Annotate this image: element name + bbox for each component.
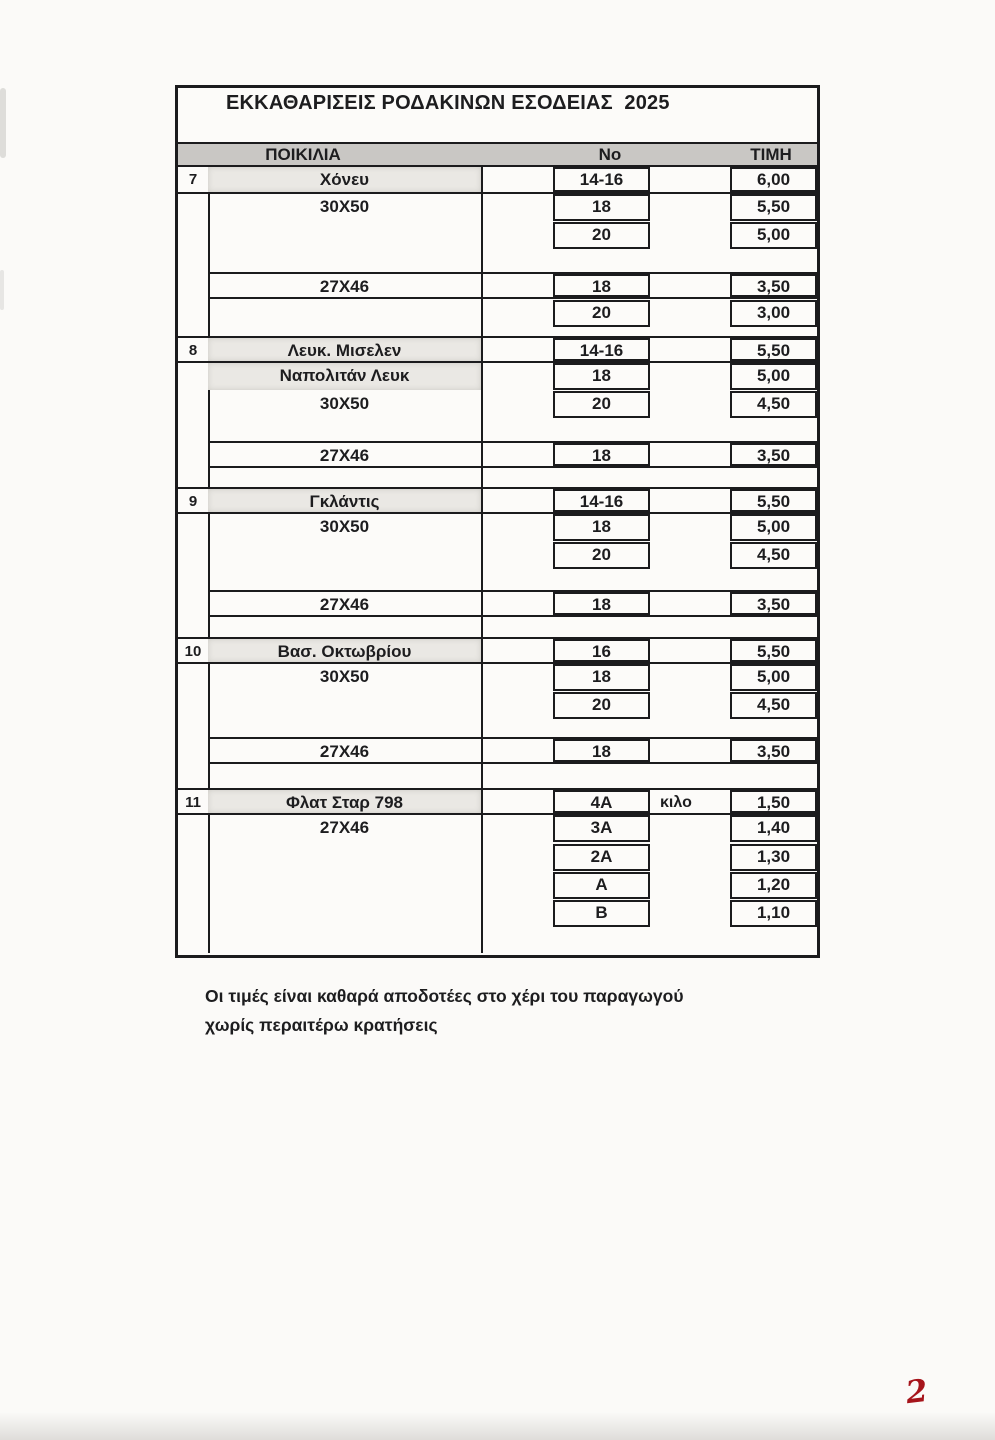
no-cell: 14-16 xyxy=(553,489,650,512)
no-cell: 18 xyxy=(553,274,650,297)
no-cell: 20 xyxy=(553,222,650,249)
table-row xyxy=(208,391,817,418)
block-number: 9 xyxy=(178,487,208,514)
price-cell: 1,40 xyxy=(730,815,817,842)
table-row xyxy=(208,637,817,664)
price-cell: 5,50 xyxy=(730,489,817,512)
price-cell: 3,50 xyxy=(730,443,817,466)
unit-cell: κιλο xyxy=(660,794,692,811)
scan-smudge xyxy=(0,270,4,310)
document-title: ΕΚΚΑΘΑΡΙΣΕΙΣ ΡΟΔΑΚΙΝΩΝ ΕΣΟΔΕΙΑΣ 2025 xyxy=(226,92,670,114)
variety-cell: 27Χ46 xyxy=(319,446,370,465)
variety-cell: 27Χ46 xyxy=(319,595,370,614)
table-row xyxy=(208,788,817,815)
no-cell: 18 xyxy=(553,664,650,691)
no-cell: 14-16 xyxy=(553,167,650,192)
table-row xyxy=(208,815,817,842)
no-cell: 18 xyxy=(553,592,650,615)
no-cell: 4Α xyxy=(553,790,650,813)
price-cell: 5,00 xyxy=(730,222,817,249)
footer-note xyxy=(205,982,684,1040)
header-no: No xyxy=(598,145,622,164)
table-row xyxy=(208,336,817,363)
block-number: 8 xyxy=(178,336,208,363)
price-cell: 5,00 xyxy=(730,363,817,390)
no-cell: 2Α xyxy=(553,844,650,871)
variety-cell: Χόνευ xyxy=(208,167,481,192)
no-cell: 18 xyxy=(553,514,650,541)
table-row xyxy=(208,272,817,299)
price-cell: 5,50 xyxy=(730,194,817,221)
variety-cell: 27Χ46 xyxy=(319,742,370,761)
price-cell: 5,50 xyxy=(730,639,817,662)
table-row xyxy=(208,167,817,194)
no-cell: 20 xyxy=(553,542,650,569)
no-cell: 3Α xyxy=(553,815,650,842)
table-header-row xyxy=(178,142,817,167)
table-row xyxy=(208,363,817,390)
price-cell: 5,00 xyxy=(730,514,817,541)
variety-cell: 30Χ50 xyxy=(319,517,370,536)
table-row xyxy=(208,844,817,871)
variety-cell: 27Χ46 xyxy=(319,818,370,837)
table-row xyxy=(208,900,817,927)
table-row xyxy=(208,737,817,764)
variety-cell: 30Χ50 xyxy=(319,667,370,686)
scan-edge-shadow xyxy=(0,1412,995,1440)
scan-smudge xyxy=(0,88,6,158)
no-cell: 18 xyxy=(553,443,650,466)
table-row xyxy=(208,664,817,691)
table-row xyxy=(208,487,817,514)
price-cell: 4,50 xyxy=(730,542,817,569)
variety-cell: 30Χ50 xyxy=(319,197,370,216)
block-number: 11 xyxy=(178,788,208,815)
price-cell: 1,20 xyxy=(730,872,817,899)
price-table xyxy=(175,85,820,958)
price-cell: 1,10 xyxy=(730,900,817,927)
price-cell: 3,50 xyxy=(730,739,817,762)
no-cell: 18 xyxy=(553,739,650,762)
table-row xyxy=(208,542,817,569)
no-cell: Β xyxy=(553,900,650,927)
no-cell: Α xyxy=(553,872,650,899)
header-variety: ΠΟΙΚΙΛΙΑ xyxy=(265,145,341,164)
variety-cell: Γκλάντις xyxy=(208,489,481,512)
table-row xyxy=(208,300,817,327)
no-cell: 20 xyxy=(553,391,650,418)
price-cell: 5,50 xyxy=(730,338,817,361)
table-row xyxy=(208,441,817,468)
footer-note-line2: χωρίς περαιτέρω κρατήσεις xyxy=(205,1015,438,1035)
block-number: 10 xyxy=(178,637,208,664)
block-number: 7 xyxy=(178,167,208,194)
price-cell: 3,50 xyxy=(730,274,817,297)
price-cell: 1,50 xyxy=(730,790,817,813)
table-row xyxy=(208,194,817,221)
handwritten-page-number: 2 xyxy=(903,1372,930,1412)
no-cell: 16 xyxy=(553,639,650,662)
variety-cell: Βασ. Οκτωβρίου xyxy=(208,639,481,662)
no-cell: 20 xyxy=(553,300,650,327)
footer-note-line1: Οι τιμές είναι καθαρά αποδοτέες στο χέρι του παραγωγού xyxy=(205,986,684,1006)
variety-cell: Φλατ Σταρ 798 xyxy=(208,790,481,813)
table-row xyxy=(208,590,817,617)
no-cell: 18 xyxy=(553,194,650,221)
variety-cell: 27Χ46 xyxy=(319,277,370,296)
price-cell: 3,50 xyxy=(730,592,817,615)
no-cell: 18 xyxy=(553,363,650,390)
table-row xyxy=(208,222,817,249)
table-row xyxy=(208,692,817,719)
no-cell: 20 xyxy=(553,692,650,719)
price-cell: 3,00 xyxy=(730,300,817,327)
price-cell: 4,50 xyxy=(730,391,817,418)
no-cell: 14-16 xyxy=(553,338,650,361)
table-row xyxy=(208,872,817,899)
variety-cell: Λευκ. Μισελεν xyxy=(208,338,481,361)
price-cell: 5,00 xyxy=(730,664,817,691)
price-cell: 1,30 xyxy=(730,844,817,871)
variety-cell: Ναπολιτάν Λευκ xyxy=(208,363,481,390)
price-cell: 4,50 xyxy=(730,692,817,719)
header-price: ΤΙΜΗ xyxy=(750,145,792,164)
table-row xyxy=(208,514,817,541)
variety-cell: 30Χ50 xyxy=(319,394,370,413)
price-cell: 6,00 xyxy=(730,167,817,192)
